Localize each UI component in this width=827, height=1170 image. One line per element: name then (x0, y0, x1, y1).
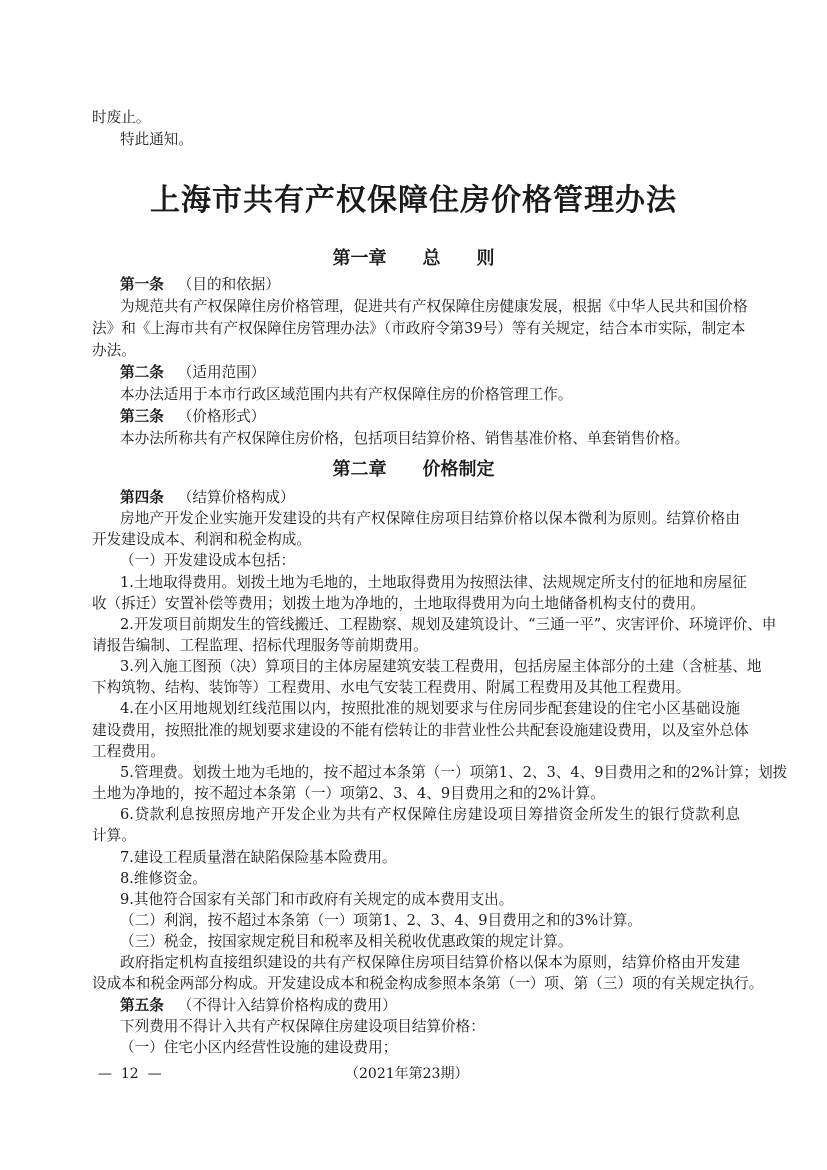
text-line: 7.建设工程质量潜在缺陷保险基本险费用。 (120, 849, 397, 866)
article-subject: （适用范围） (177, 364, 266, 381)
text-line: 下列费用不得计入共有产权保障住房建设项目结算价格： (120, 1018, 485, 1035)
text-line: 9.其他符合国家有关部门和市政府有关规定的成本费用支出。 (120, 891, 514, 908)
article-number: 第四条 (120, 489, 164, 506)
text-line: （一）开发建设成本包括： (120, 552, 296, 569)
text-line: 2.开发项目前期发生的管线搬迁、工程勘察、规划及建筑设计、“三通一平”、灾害评价、环境评价、申 (120, 616, 777, 633)
chapter-heading: 第二章 价格制定 (332, 459, 495, 480)
text-line: 5.管理费。划拨土地为毛地的，按不超过本条第（一）项第1、2、3、4、9目费用之和的2%计算；划拨 (120, 764, 788, 781)
text-line: 8.维修资金。 (120, 870, 207, 887)
text-line: 开发建设成本、利润和税金构成。 (92, 531, 311, 548)
text-line: 特此通知。 (120, 131, 193, 148)
article-heading (120, 996, 740, 1016)
text-line: （二）利润，按不超过本条第（一）项第1、2、3、4、9目费用之和的3%计算。 (120, 912, 642, 929)
text-line: 房地产开发企业实施开发建设的共有产权保障住房项目结算价格以保本微利为原则。结算价格由 (120, 510, 740, 527)
text-line: 本办法所称共有产权保障住房价格，包括项目结算价格、销售基准价格、单套销售价格。 (120, 430, 690, 447)
text-line: 计算。 (92, 827, 136, 844)
text-line: 设成本和税金两部分构成。开发建设成本和税金构成参照本条第（一）项、第（三）项的有关规定执行。 (92, 975, 764, 992)
text-line: （三）税金，按国家规定税目和税率及相关税收优惠政策的规定计算。 (120, 933, 573, 950)
text-line: 办法。 (92, 342, 136, 359)
article-heading (120, 488, 740, 508)
article-number: 第五条 (120, 997, 164, 1014)
article-subject: （结算价格构成） (177, 489, 295, 506)
page-number: — 12 — (98, 1066, 162, 1082)
article-number: 第二条 (120, 364, 164, 381)
text-line: 下构筑物、结构、装饰等）工程费用、水电气安装工程费用、附属工程费用及其他工程费用。 (92, 679, 691, 696)
text-line: 工程费用。 (92, 743, 165, 760)
text-line: 收（拆迁）安置补偿等费用；划拨土地为净地的，土地取得费用为向土地储备机构支付的费用。 (92, 595, 705, 612)
text-line: 本办法适用于本市行政区域范围内共有产权保障住房的价格管理工作。 (120, 386, 573, 403)
document-title: 上海市共有产权保障住房价格管理办法 (150, 183, 677, 218)
chapter-heading: 第一章 总 则 (332, 248, 495, 269)
article-heading (120, 363, 740, 383)
article-subject: （目的和依据） (177, 276, 280, 293)
text-line: 为规范共有产权保障住房价格管理，促进共有产权保障住房健康发展，根据《中华人民共和国价格 (120, 298, 748, 315)
text-line: 土地为净地的，按不超过本条第（一）项第2、3、4、9目费用之和的2%计算。 (92, 785, 605, 802)
text-line: 6.贷款利息按照房地产开发企业为共有产权保障住房建设项目筹措资金所发生的银行贷款利息 (120, 806, 740, 823)
article-subject: （不得计入结算价格构成的费用） (177, 997, 397, 1014)
article-heading (120, 275, 740, 295)
text-line: 请报告编制、工程监理、招标代理服务等前期费用。 (92, 637, 428, 654)
text-line: 法》和《上海市共有产权保障住房管理办法》（市政府令第39号）等有关规定，结合本市实际，制定本 (92, 320, 746, 337)
article-heading (120, 407, 740, 427)
text-line: 1.土地取得费用。划拨土地为毛地的，土地取得费用为按照法律、法规规定所支付的征地和房屋征 (120, 574, 747, 591)
article-subject: （价格形式） (177, 408, 266, 425)
text-line: 建设费用，按照批准的规划要求建设的不能有偿转让的非营业性公共配套设施建设费用，以及室外总体 (92, 722, 749, 739)
text-line: 政府指定机构直接组织建设的共有产权保障住房项目结算价格以保本为原则，结算价格由开发建 (120, 954, 740, 971)
issue-label: （2021年第23期） (345, 1066, 469, 1082)
text-line: （一）住宅小区内经营性设施的建设费用； (120, 1039, 398, 1056)
article-number: 第一条 (120, 276, 164, 293)
text-line: 4.在小区用地规划红线范围以内，按照批准的规划要求与住房同步配套建设的住宅小区基础设施 (120, 700, 740, 717)
article-number: 第三条 (120, 408, 164, 425)
text-line: 3.列入施工图预（决）算项目的主体房屋建筑安装工程费用，包括房屋主体部分的土建（含桩基、地 (120, 658, 762, 675)
text-line: 时废止。 (92, 109, 151, 126)
